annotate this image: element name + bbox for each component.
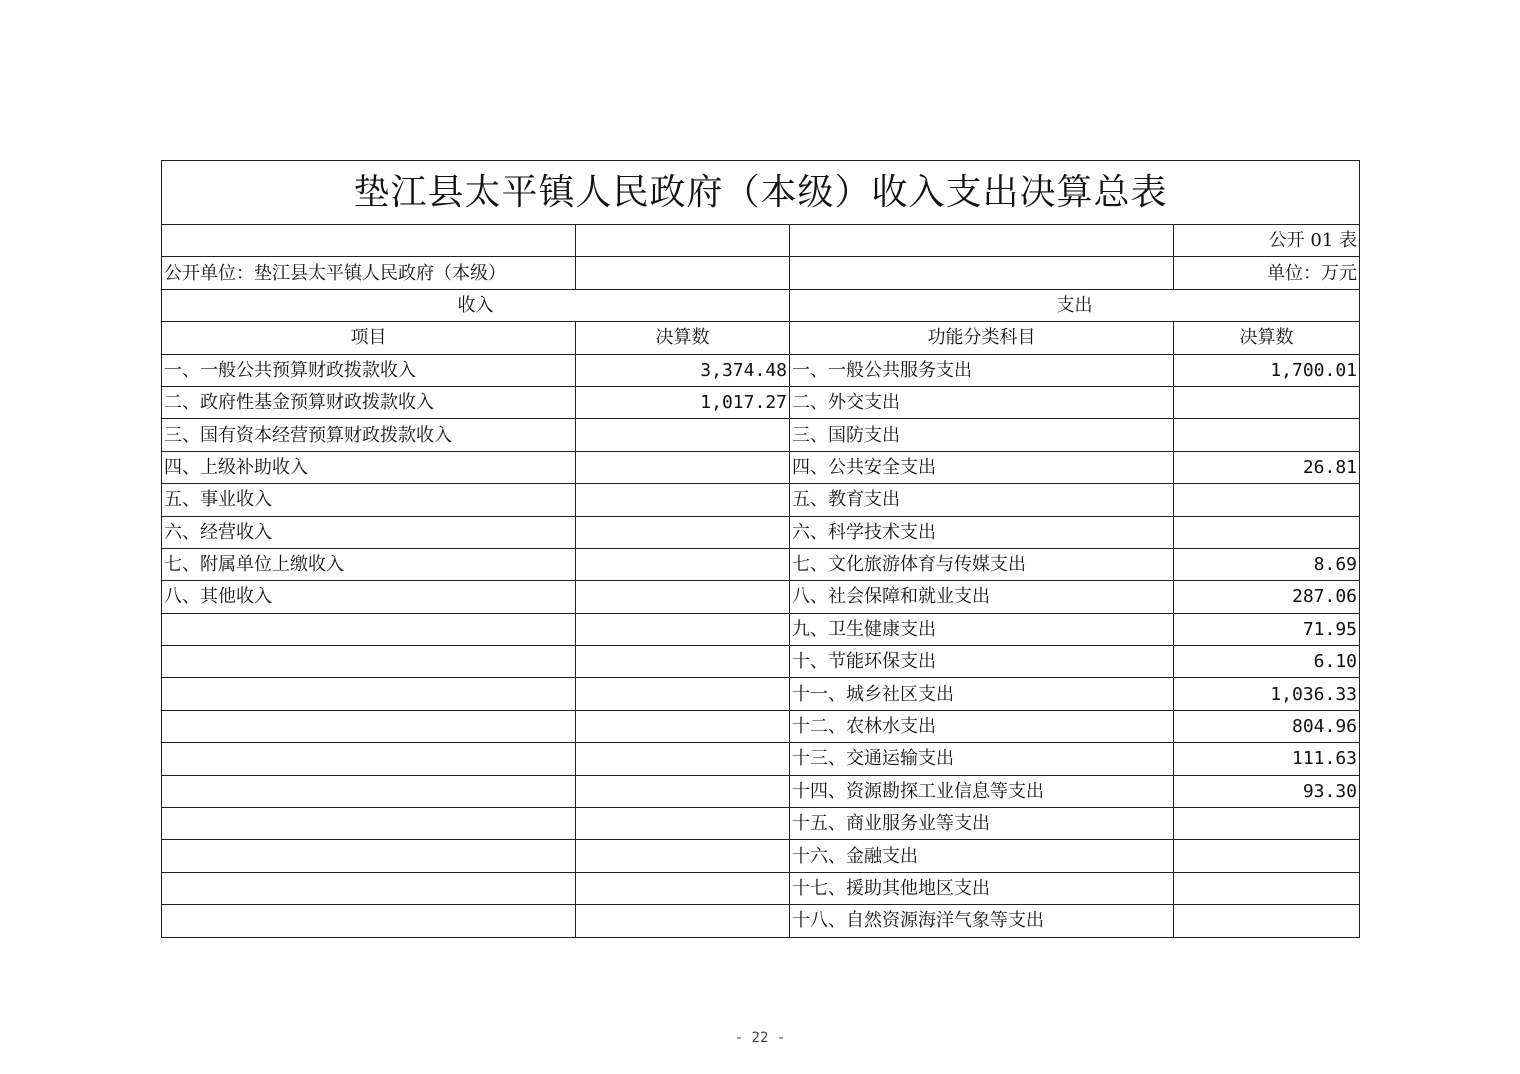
unit-row — [162, 257, 1360, 289]
expense-amount-cell — [1174, 419, 1360, 451]
empty-cell — [576, 257, 790, 289]
expense-item-cell: 六、科学技术支出 — [790, 516, 1174, 548]
income-item-cell: 一、一般公共预算财政拨款收入 — [162, 354, 576, 386]
income-section-header: 收入 — [162, 289, 790, 321]
income-amount-cell — [576, 872, 790, 904]
income-item-cell: 六、经营收入 — [162, 516, 576, 548]
income-item-column-header: 项目 — [162, 322, 576, 354]
expense-amount-cell: 71.95 — [1174, 613, 1360, 645]
expense-item-column-header: 功能分类科目 — [790, 322, 1174, 354]
income-item-cell: 七、附属单位上缴收入 — [162, 548, 576, 580]
table-row — [162, 775, 1360, 807]
income-amount-cell — [576, 548, 790, 580]
expense-amount-cell — [1174, 905, 1360, 937]
income-amount-cell — [576, 581, 790, 613]
income-amount-cell — [576, 516, 790, 548]
income-amount-cell: 1,017.27 — [576, 386, 790, 418]
income-amount-cell — [576, 451, 790, 483]
expense-item-cell: 三、国防支出 — [790, 419, 1174, 451]
income-item-cell — [162, 808, 576, 840]
table-title: 垫江县太平镇人民政府（本级）收入支出决算总表 — [162, 161, 1360, 225]
income-item-cell: 二、政府性基金预算财政拨款收入 — [162, 386, 576, 418]
income-item-cell — [162, 840, 576, 872]
income-item-cell: 五、事业收入 — [162, 484, 576, 516]
table-row — [162, 678, 1360, 710]
title-row — [162, 161, 1360, 225]
expense-amount-cell — [1174, 484, 1360, 516]
expense-amount-cell — [1174, 516, 1360, 548]
income-item-cell — [162, 905, 576, 937]
income-item-cell: 八、其他收入 — [162, 581, 576, 613]
expense-amount-cell: 804.96 — [1174, 710, 1360, 742]
expense-amount-cell: 93.30 — [1174, 775, 1360, 807]
expense-item-cell: 五、教育支出 — [790, 484, 1174, 516]
empty-cell — [576, 225, 790, 257]
income-amount-cell — [576, 613, 790, 645]
expense-section-header: 支出 — [790, 289, 1360, 321]
table-row — [162, 808, 1360, 840]
expense-amount-cell: 6.10 — [1174, 646, 1360, 678]
table-row — [162, 548, 1360, 580]
column-header-row — [162, 322, 1360, 354]
expense-amount-cell: 287.06 — [1174, 581, 1360, 613]
table-row — [162, 646, 1360, 678]
income-amount-cell — [576, 484, 790, 516]
table-row — [162, 613, 1360, 645]
empty-cell — [790, 257, 1174, 289]
income-amount-cell — [576, 808, 790, 840]
expense-amount-cell: 26.81 — [1174, 451, 1360, 483]
expense-amount-cell — [1174, 840, 1360, 872]
expense-item-cell: 十四、资源勘探工业信息等支出 — [790, 775, 1174, 807]
table-row — [162, 905, 1360, 937]
expense-item-cell: 九、卫生健康支出 — [790, 613, 1174, 645]
expense-amount-cell: 111.63 — [1174, 743, 1360, 775]
table-row — [162, 451, 1360, 483]
table-row — [162, 743, 1360, 775]
income-item-cell: 四、上级补助收入 — [162, 451, 576, 483]
income-item-cell: 三、国有资本经营预算财政拨款收入 — [162, 419, 576, 451]
income-amount-cell — [576, 775, 790, 807]
expense-item-cell: 八、社会保障和就业支出 — [790, 581, 1174, 613]
income-amount-cell — [576, 419, 790, 451]
income-item-cell — [162, 710, 576, 742]
expense-amount-cell: 1,700.01 — [1174, 354, 1360, 386]
page-number: - 22 - — [734, 1030, 786, 1046]
reporting-unit: 公开单位：垫江县太平镇人民政府（本级） — [162, 257, 576, 289]
budget-summary-table — [161, 160, 1360, 938]
income-item-cell — [162, 678, 576, 710]
expense-item-cell: 十二、农林水支出 — [790, 710, 1174, 742]
expense-item-cell: 十五、商业服务业等支出 — [790, 808, 1174, 840]
income-item-cell — [162, 872, 576, 904]
table-row — [162, 840, 1360, 872]
expense-amount-cell: 1,036.33 — [1174, 678, 1360, 710]
income-item-cell — [162, 646, 576, 678]
table-row — [162, 386, 1360, 418]
table-row — [162, 484, 1360, 516]
income-amount-cell — [576, 646, 790, 678]
income-amount-column-header: 决算数 — [576, 322, 790, 354]
expense-item-cell: 十七、援助其他地区支出 — [790, 872, 1174, 904]
income-amount-cell: 3,374.48 — [576, 354, 790, 386]
expense-amount-cell — [1174, 386, 1360, 418]
expense-item-cell: 十、节能环保支出 — [790, 646, 1174, 678]
expense-item-cell: 二、外交支出 — [790, 386, 1174, 418]
table-row — [162, 710, 1360, 742]
income-item-cell — [162, 775, 576, 807]
income-item-cell — [162, 613, 576, 645]
expense-item-cell: 十三、交通运输支出 — [790, 743, 1174, 775]
expense-amount-cell: 8.69 — [1174, 548, 1360, 580]
table-row — [162, 419, 1360, 451]
income-amount-cell — [576, 678, 790, 710]
empty-cell — [790, 225, 1174, 257]
expense-amount-column-header: 决算数 — [1174, 322, 1360, 354]
empty-cell — [162, 225, 576, 257]
expense-item-cell: 十六、金融支出 — [790, 840, 1174, 872]
income-amount-cell — [576, 840, 790, 872]
table-row — [162, 516, 1360, 548]
table-row — [162, 872, 1360, 904]
table-row — [162, 354, 1360, 386]
table-number: 公开 01 表 — [1174, 225, 1360, 257]
expense-amount-cell — [1174, 872, 1360, 904]
income-item-cell — [162, 743, 576, 775]
expense-item-cell: 四、公共安全支出 — [790, 451, 1174, 483]
expense-amount-cell — [1174, 808, 1360, 840]
income-amount-cell — [576, 905, 790, 937]
table-number-row — [162, 225, 1360, 257]
income-amount-cell — [576, 743, 790, 775]
expense-item-cell: 七、文化旅游体育与传媒支出 — [790, 548, 1174, 580]
table-row — [162, 581, 1360, 613]
expense-item-cell: 十八、自然资源海洋气象等支出 — [790, 905, 1174, 937]
income-amount-cell — [576, 710, 790, 742]
currency-unit: 单位：万元 — [1174, 257, 1360, 289]
section-header-row — [162, 289, 1360, 321]
expense-item-cell: 一、一般公共服务支出 — [790, 354, 1174, 386]
expense-item-cell: 十一、城乡社区支出 — [790, 678, 1174, 710]
